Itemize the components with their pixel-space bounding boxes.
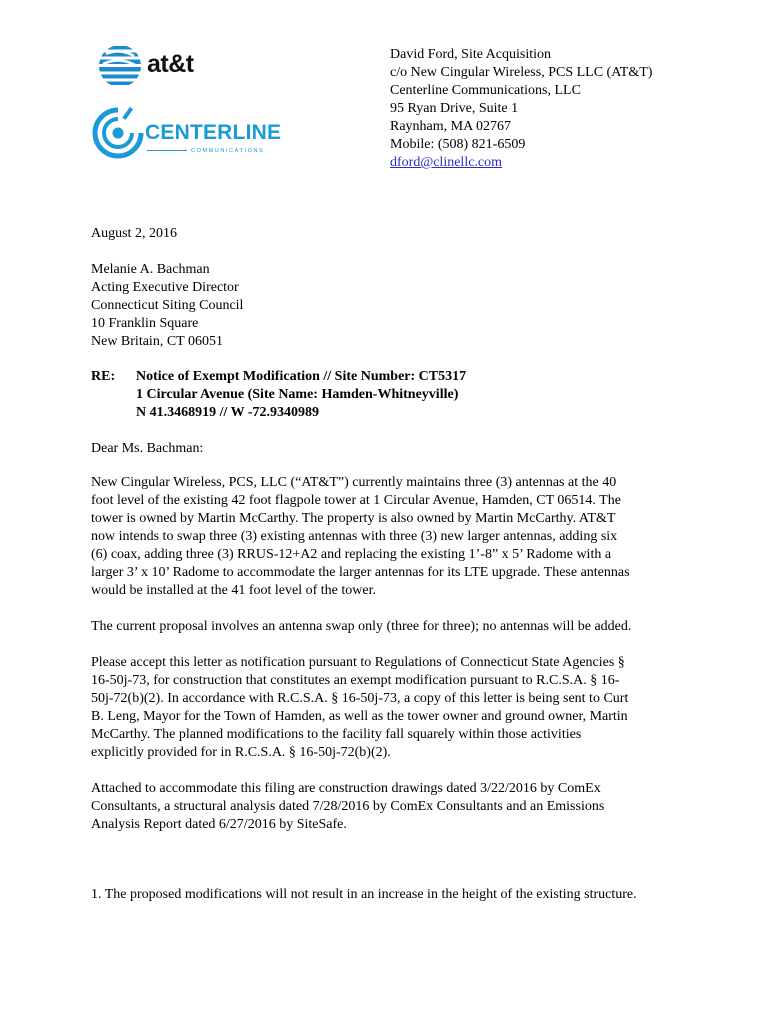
- att-wordmark: at&t: [147, 50, 194, 78]
- paragraph-line: 1. The proposed modifications will not result in an increase in the height of the existing structure.: [91, 887, 637, 902]
- body-paragraph-2: [91, 618, 681, 636]
- att-globe-icon: [98, 44, 142, 88]
- paragraph-line: Consultants, a structural analysis dated 7/28/2016 by ComEx Consultants and an Emissions: [91, 799, 605, 814]
- sender-address-block: [390, 46, 652, 172]
- body-paragraph-1: [91, 474, 681, 600]
- sender-line: Raynham, MA 02767: [390, 119, 511, 134]
- centerline-logo: [92, 104, 282, 164]
- subject-label: RE:: [91, 369, 116, 384]
- salutation: Dear Ms. Bachman:: [91, 441, 204, 456]
- sender-email-link[interactable]: dford@clinellc.com: [390, 155, 503, 170]
- recipient-line: New Britain, CT 06051: [91, 334, 223, 349]
- recipient-line: Melanie A. Bachman: [91, 262, 210, 277]
- paragraph-line: larger 3’ x 10’ Radome to accommodate the larger antennas for its LTE upgrade. These antennas: [91, 565, 630, 580]
- recipient-line: Connecticut Siting Council: [91, 298, 244, 313]
- sender-line: 95 Ryan Drive, Suite 1: [390, 101, 519, 116]
- paragraph-line: (6) coax, adding three (3) RRUS-12+A2 and replacing the existing 1’-8” x 5’ Radome with a: [91, 547, 612, 562]
- paragraph-line: 16-50j-73, for construction that constitutes an exempt modification pursuant to R.C.S.A. § 16-: [91, 673, 620, 688]
- sender-line: Centerline Communications, LLC: [390, 83, 581, 98]
- paragraph-line: Please accept this letter as notification pursuant to Regulations of Connecticut State Agencies §: [91, 655, 625, 670]
- sender-line: David Ford, Site Acquisition: [390, 47, 551, 62]
- sender-line: Mobile: (508) 821-6509: [390, 137, 526, 152]
- recipient-line: 10 Franklin Square: [91, 316, 199, 331]
- recipient-address-block: [91, 261, 243, 351]
- paragraph-line: New Cingular Wireless, PCS, LLC (“AT&T”) currently maintains three (3) antennas at the 40: [91, 475, 617, 490]
- subject-line: N 41.3468919 // W -72.9340989: [136, 405, 320, 420]
- paragraph-line: 50j-72(b)(2). In accordance with R.C.S.A. § 16-50j-73, a copy of this letter is being sent to Curt: [91, 691, 629, 706]
- att-logo: [98, 42, 208, 90]
- subject-lines: [136, 368, 466, 422]
- paragraph-line: tower is owned by Martin McCarthy. The property is also owned by Martin McCarthy. AT&T: [91, 511, 616, 526]
- body-paragraph-4: [91, 780, 681, 834]
- paragraph-line: now intends to swap three (3) existing antennas with three (3) new larger antennas, adding six: [91, 529, 618, 544]
- numbered-item-1: [91, 886, 681, 904]
- paragraph-line: Attached to accommodate this filing are construction drawings dated 3/22/2016 by ComEx: [91, 781, 601, 796]
- paragraph-line: The current proposal involves an antenna swap only (three for three); no antennas will be added.: [91, 619, 632, 634]
- recipient-line: Acting Executive Director: [91, 280, 239, 295]
- sender-line: c/o New Cingular Wireless, PCS LLC (AT&T): [390, 65, 653, 80]
- centerline-target-icon: [92, 107, 144, 159]
- paragraph-line: foot level of the existing 42 foot flagpole tower at 1 Circular Avenue, Hamden, CT 06514. The: [91, 493, 621, 508]
- centerline-wordmark: CENTERLINE: [145, 121, 282, 144]
- paragraph-line: B. Leng, Mayor for the Town of Hamden, as well as the tower owner and ground owner, Martin: [91, 709, 628, 724]
- letter-date: August 2, 2016: [91, 226, 177, 241]
- paragraph-line: explicitly provided for in R.C.S.A. § 16-50j-72(b)(2).: [91, 745, 391, 760]
- centerline-rule: [147, 150, 187, 151]
- paragraph-line: would be installed at the 41 foot level of the tower.: [91, 583, 376, 598]
- paragraph-line: McCarthy. The planned modifications to the facility fall squarely within those activities: [91, 727, 582, 742]
- centerline-subtitle: COMMUNICATIONS: [191, 148, 265, 154]
- subject-line: Notice of Exempt Modification // Site Number: CT5317: [136, 369, 467, 384]
- subject-line: 1 Circular Avenue (Site Name: Hamden-Whitneyville): [136, 387, 459, 402]
- body-paragraph-3: [91, 654, 681, 762]
- paragraph-line: Analysis Report dated 6/27/2016 by SiteSafe.: [91, 817, 347, 832]
